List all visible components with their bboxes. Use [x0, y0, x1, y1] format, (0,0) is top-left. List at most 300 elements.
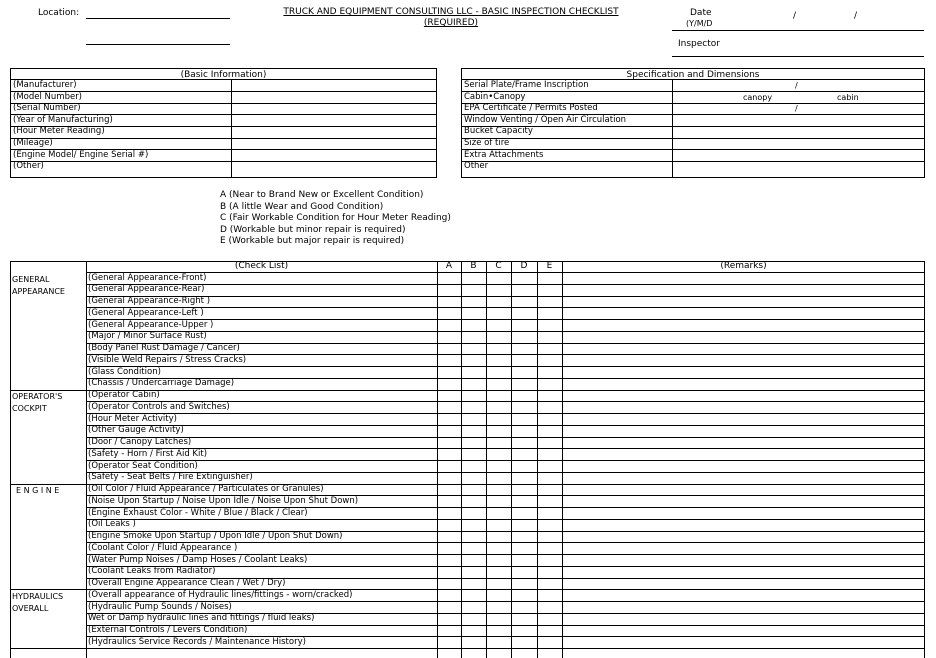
grade-cell-d[interactable] [512, 273, 537, 285]
grade-cell-d[interactable] [512, 625, 537, 637]
grade-cell-d[interactable] [512, 484, 537, 496]
grade-cell-c[interactable] [487, 414, 511, 426]
section-name-line: HYDRAULICS [12, 591, 64, 601]
grade-cell-d[interactable] [512, 331, 537, 343]
basic-info-value-cell[interactable] [232, 92, 436, 104]
grade-cell-e[interactable] [538, 355, 562, 367]
grade-cell-e[interactable] [538, 378, 562, 390]
checklist-row [86, 367, 925, 379]
grade-cell-a[interactable] [438, 390, 461, 402]
grade-cell-d[interactable] [512, 390, 537, 402]
remarks-cell[interactable] [563, 590, 924, 602]
grade-cell-d[interactable] [512, 496, 537, 508]
grade-cell-c[interactable] [487, 437, 511, 449]
grade-cell-b[interactable] [462, 367, 486, 379]
spec-value-cell[interactable] [673, 80, 924, 92]
grade-cell-c[interactable] [487, 472, 511, 484]
grade-cell-b[interactable] [462, 355, 486, 367]
grade-cell-c[interactable] [487, 367, 511, 379]
grade-cell-c[interactable] [487, 613, 511, 625]
checklist-row [86, 625, 925, 637]
checklist-item-label: (Other Gauge Activity) [88, 425, 184, 436]
grade-cell-e[interactable] [538, 414, 562, 426]
remarks-cell[interactable] [563, 425, 924, 437]
checklist-item-label: (External Controls / Levers Condition) [88, 625, 248, 635]
grade-cell-d[interactable] [512, 355, 537, 367]
grade-cell-d[interactable] [512, 519, 537, 531]
remarks-cell[interactable] [563, 625, 924, 637]
checklist-item-label: (Glass Condition) [88, 366, 161, 377]
grade-cell-a[interactable] [438, 355, 461, 367]
grade-cell-a[interactable] [438, 437, 461, 449]
grade-cell-a[interactable] [438, 637, 461, 649]
grade-cell-e[interactable] [538, 472, 562, 484]
checklist-row [86, 320, 925, 332]
remarks-cell[interactable] [563, 355, 924, 367]
grade-cell-b[interactable] [462, 508, 486, 520]
checklist-item-label: (Overall appearance of Hydraulic lines/fittings - worn/cracked) [88, 589, 353, 600]
grade-cell-c[interactable] [487, 355, 511, 367]
grade-item: D (Workable but minor repair is required) [220, 224, 406, 235]
remarks-cell[interactable] [563, 331, 924, 343]
grade-cell-b[interactable] [462, 320, 486, 332]
grade-cell-d[interactable] [512, 378, 537, 390]
basic-information-table [10, 68, 437, 178]
grade-cell-a[interactable] [438, 402, 461, 414]
grade-cell-d[interactable] [512, 437, 537, 449]
grade-cell-b[interactable] [462, 461, 486, 473]
grade-cell-c[interactable] [487, 331, 511, 343]
checklist-row [86, 461, 925, 473]
basic-info-label: (Manufacturer) [13, 80, 77, 90]
remarks-cell[interactable] [563, 613, 924, 625]
section-name-line: OVERALL [12, 603, 49, 613]
grade-cell-d[interactable] [512, 414, 537, 426]
remarks-cell[interactable] [563, 531, 924, 543]
grade-cell-b[interactable] [462, 543, 486, 555]
spec-value-cell[interactable] [673, 115, 924, 127]
basic-info-label: (Hour Meter Reading) [13, 126, 105, 137]
grade-cell-e[interactable] [538, 461, 562, 473]
grade-cell-b[interactable] [462, 602, 486, 614]
grade-cell-c[interactable] [487, 519, 511, 531]
grade-cell-e[interactable] [538, 590, 562, 602]
grade-cell-d[interactable] [512, 367, 537, 379]
basic-info-value-cell[interactable] [232, 115, 436, 127]
grade-cell-a[interactable] [438, 496, 461, 508]
checklist-item-label: (Coolant Color / Fluid Appearance ) [88, 542, 238, 553]
grade-cell-a[interactable] [438, 590, 461, 602]
remarks-cell[interactable] [563, 320, 924, 332]
grade-cell-c[interactable] [487, 296, 511, 308]
basic-information-title: (Basic Information) [180, 70, 267, 80]
grade-cell-c[interactable] [487, 496, 511, 508]
remarks-cell[interactable] [563, 472, 924, 484]
grade-cell-c[interactable] [487, 543, 511, 555]
grade-cell-c[interactable] [487, 508, 511, 520]
remarks-cell[interactable] [563, 308, 924, 320]
checklist-item-label: (Hydraulics Service Records / Maintenance History) [88, 636, 306, 647]
grade-cell-a[interactable] [438, 613, 461, 625]
checklist-item-label: (Oil Leaks ) [88, 519, 136, 530]
grade-cell-d[interactable] [512, 590, 537, 602]
grade-cell-d[interactable] [512, 461, 537, 473]
remarks-cell[interactable] [563, 578, 924, 590]
grade-cell-d[interactable] [512, 425, 537, 437]
grade-cell-b[interactable] [462, 625, 486, 637]
remarks-cell[interactable] [563, 437, 924, 449]
grade-cell-e[interactable] [538, 578, 562, 590]
section-name-line: COCKPIT [12, 404, 47, 413]
location-field-line-2[interactable] [86, 44, 230, 45]
checklist-row [86, 519, 925, 531]
grade-cell-b[interactable] [462, 449, 486, 461]
grade-cell-b[interactable] [462, 484, 486, 496]
checklist-row [86, 296, 925, 308]
grade-cell-e[interactable] [538, 308, 562, 320]
remarks-cell[interactable] [563, 284, 924, 296]
checklist-item-label: (Major / Minor Surface Rust) [88, 331, 207, 342]
grade-cell-a[interactable] [438, 343, 461, 355]
spec-value-cell[interactable] [673, 161, 924, 173]
section-name-line: OPERATOR'S [12, 392, 63, 401]
checklist-row [86, 284, 925, 296]
checklist-row [86, 472, 925, 484]
grade-cell-a[interactable] [438, 508, 461, 520]
grade-cell-e[interactable] [538, 637, 562, 649]
grade-cell-b[interactable] [462, 296, 486, 308]
grade-cell-a[interactable] [438, 296, 461, 308]
basic-info-label: (Engine Model/ Engine Serial #) [13, 149, 149, 160]
grade-cell-c[interactable] [487, 484, 511, 496]
grade-cell-e[interactable] [538, 367, 562, 379]
basic-info-value-cell[interactable] [232, 126, 436, 138]
basic-info-row [11, 126, 436, 138]
grade-cell-e[interactable] [538, 449, 562, 461]
spec-label: EPA Certificate / Permits Posted [464, 103, 598, 114]
remarks-cell[interactable] [563, 378, 924, 390]
grade-cell-e[interactable] [538, 425, 562, 437]
grade-cell-d[interactable] [512, 555, 537, 567]
grade-cell-b[interactable] [462, 555, 486, 567]
remarks-cell[interactable] [563, 637, 924, 649]
grade-item: E (Workable but major repair is required) [220, 236, 405, 247]
grade-cell-e[interactable] [538, 625, 562, 637]
grade-cell-a[interactable] [438, 378, 461, 390]
checklist-row [86, 531, 925, 543]
spec-value-1: / [795, 81, 798, 90]
section-name-line: E N G I N E [16, 486, 60, 495]
grade-cell-b[interactable] [462, 402, 486, 414]
grade-cell-a[interactable] [438, 461, 461, 473]
checklist-item-label: Wet or Damp hydraulic lines and fittings / fluid leaks) [88, 613, 315, 624]
grade-cell-d[interactable] [512, 284, 537, 296]
grade-cell-b[interactable] [462, 331, 486, 343]
date-field-line[interactable] [672, 30, 924, 31]
checklist-row [86, 273, 925, 285]
checklist-left-border [10, 261, 11, 658]
checklist-row [86, 390, 925, 402]
location-label: Location: [38, 8, 80, 18]
location-field-line-1[interactable] [86, 18, 230, 19]
grade-cell-e[interactable] [538, 273, 562, 285]
remarks-cell[interactable] [563, 414, 924, 426]
grade-cell-b[interactable] [462, 637, 486, 649]
grade-cell-c[interactable] [487, 461, 511, 473]
remarks-cell[interactable] [563, 461, 924, 473]
grade-cell-d[interactable] [512, 296, 537, 308]
grade-cell-c[interactable] [487, 578, 511, 590]
grade-cell-e[interactable] [538, 543, 562, 555]
grade-cell-c[interactable] [487, 273, 511, 285]
grade-cell-c[interactable] [487, 308, 511, 320]
basic-info-value-cell[interactable] [232, 150, 436, 162]
spec-value-cell[interactable] [673, 126, 924, 138]
grade-cell-d[interactable] [512, 613, 537, 625]
checklist-row [86, 308, 925, 320]
basic-info-value-cell[interactable] [232, 161, 436, 173]
grade-cell-d[interactable] [512, 320, 537, 332]
grade-cell-b[interactable] [462, 578, 486, 590]
grade-cell-a[interactable] [438, 519, 461, 531]
grade-cell-d[interactable] [512, 566, 537, 578]
remarks-cell[interactable] [563, 296, 924, 308]
grade-cell-b[interactable] [462, 378, 486, 390]
grade-cell-e[interactable] [538, 602, 562, 614]
basic-info-value-cell[interactable] [232, 138, 436, 150]
grade-cell-c[interactable] [487, 425, 511, 437]
checklist-item-label: (Overall Engine Appearance Clean / Wet / Dry) [88, 578, 286, 588]
grade-cell-a[interactable] [438, 425, 461, 437]
section-name-line: APPEARANCE [12, 286, 65, 296]
checklist-row [86, 437, 925, 449]
grade-cell-a[interactable] [438, 308, 461, 320]
grade-cell-a[interactable] [438, 566, 461, 578]
remarks-cell[interactable] [563, 566, 924, 578]
grade-cell-a[interactable] [438, 578, 461, 590]
grade-column-b: B [470, 261, 477, 271]
grade-cell-a[interactable] [438, 414, 461, 426]
checklist-item-label: (General Appearance-Left ) [88, 307, 204, 318]
checklist-item-label: (General Appearance-Upper ) [88, 319, 214, 330]
grade-cell-a[interactable] [438, 484, 461, 496]
grade-cell-b[interactable] [462, 343, 486, 355]
grade-cell-c[interactable] [487, 555, 511, 567]
grade-cell-a[interactable] [438, 449, 461, 461]
remarks-cell[interactable] [563, 367, 924, 379]
checklist-row [86, 566, 925, 578]
grade-cell-c[interactable] [487, 390, 511, 402]
grade-cell-c[interactable] [487, 320, 511, 332]
remarks-cell[interactable] [563, 449, 924, 461]
checklist-row [86, 343, 925, 355]
grade-cell-b[interactable] [462, 613, 486, 625]
spec-value-cell[interactable] [673, 138, 924, 150]
basic-info-label: (Mileage) [13, 138, 53, 148]
grade-cell-a[interactable] [438, 284, 461, 296]
grade-cell-c[interactable] [487, 378, 511, 390]
checklist-row [86, 555, 925, 567]
grade-cell-e[interactable] [538, 284, 562, 296]
spec-row [462, 161, 924, 173]
grade-cell-d[interactable] [512, 543, 537, 555]
grade-cell-b[interactable] [462, 437, 486, 449]
grade-cell-a[interactable] [438, 555, 461, 567]
grade-cell-b[interactable] [462, 390, 486, 402]
grade-cell-b[interactable] [462, 531, 486, 543]
grade-cell-d[interactable] [512, 508, 537, 520]
checklist-row [86, 508, 925, 520]
grade-cell-b[interactable] [462, 414, 486, 426]
remarks-cell[interactable] [563, 543, 924, 555]
grade-cell-a[interactable] [438, 320, 461, 332]
grade-cell-b[interactable] [462, 425, 486, 437]
grade-cell-e[interactable] [538, 331, 562, 343]
grade-cell-c[interactable] [487, 637, 511, 649]
date-separator-2: / [854, 11, 858, 21]
grade-cell-e[interactable] [538, 519, 562, 531]
spec-value-1: canopy [743, 92, 773, 102]
checklist-item-label: (Engine Smoke Upon Startup / Upon Idle / Upon Shut Down) [88, 531, 343, 541]
grade-cell-e[interactable] [538, 296, 562, 308]
grade-cell-e[interactable] [538, 555, 562, 567]
remarks-cell[interactable] [563, 555, 924, 567]
checklist-item-label: (Coolant Leaks from Radiator) [88, 566, 216, 577]
grade-cell-b[interactable] [462, 472, 486, 484]
checklist-row [86, 402, 925, 414]
grade-cell-d[interactable] [512, 308, 537, 320]
grade-cell-d[interactable] [512, 637, 537, 649]
grade-cell-a[interactable] [438, 625, 461, 637]
document-subtitle: (REQUIRED) [423, 18, 479, 28]
grade-cell-c[interactable] [487, 566, 511, 578]
grade-cell-a[interactable] [438, 331, 461, 343]
spec-row [462, 115, 924, 127]
grade-cell-e[interactable] [538, 613, 562, 625]
basic-info-value-cell[interactable] [232, 103, 436, 115]
date-label: Date [690, 8, 712, 18]
checklist-item-label: (General Appearance-Rear) [88, 284, 205, 295]
basic-info-row [11, 138, 436, 150]
grade-cell-d[interactable] [512, 402, 537, 414]
checklist-row [86, 378, 925, 390]
inspector-label: Inspector [678, 39, 720, 49]
grade-cell-e[interactable] [538, 320, 562, 332]
grade-cell-b[interactable] [462, 590, 486, 602]
basic-info-value-cell[interactable] [232, 80, 436, 92]
spec-value-cell[interactable] [673, 150, 924, 162]
spec-label: Window Venting / Open Air Circulation [464, 114, 627, 125]
remarks-cell[interactable] [563, 484, 924, 496]
inspector-field-line[interactable] [672, 56, 924, 57]
grade-cell-d[interactable] [512, 343, 537, 355]
grade-cell-d[interactable] [512, 602, 537, 614]
grade-cell-b[interactable] [462, 284, 486, 296]
grade-cell-b[interactable] [462, 519, 486, 531]
grade-cell-b[interactable] [462, 566, 486, 578]
basic-info-label: (Year of Manufacturing) [13, 114, 113, 125]
grade-cell-c[interactable] [487, 284, 511, 296]
remarks-header: (Remarks) [720, 261, 767, 271]
checklist-item-label: (Engine Exhaust Color - White / Blue / Black / Clear) [88, 507, 308, 518]
grade-cell-c[interactable] [487, 625, 511, 637]
spec-value-cell[interactable] [673, 103, 924, 115]
grade-cell-d[interactable] [512, 449, 537, 461]
basic-info-label: (Model Number) [13, 91, 83, 102]
remarks-cell[interactable] [563, 602, 924, 614]
checklist-row [86, 496, 925, 508]
checklist-row [86, 543, 925, 555]
checklist-row [86, 637, 925, 649]
grade-cell-d[interactable] [512, 578, 537, 590]
grade-cell-c[interactable] [487, 402, 511, 414]
grade-cell-b[interactable] [462, 308, 486, 320]
remarks-cell[interactable] [563, 343, 924, 355]
remarks-cell[interactable] [563, 519, 924, 531]
grade-cell-a[interactable] [438, 602, 461, 614]
grade-cell-c[interactable] [487, 343, 511, 355]
checklist-row [86, 449, 925, 461]
grade-cell-e[interactable] [538, 484, 562, 496]
grade-cell-d[interactable] [512, 531, 537, 543]
grade-cell-a[interactable] [438, 472, 461, 484]
grade-cell-e[interactable] [538, 508, 562, 520]
grade-column-e: E [546, 261, 553, 271]
specification-title: Specification and Dimensions [626, 70, 760, 80]
grade-cell-e[interactable] [538, 496, 562, 508]
grade-cell-a[interactable] [438, 367, 461, 379]
spec-value-2: cabin [837, 92, 859, 102]
grade-item: B (A little Wear and Good Condition) [220, 201, 384, 212]
spec-row [462, 103, 924, 115]
grade-cell-a[interactable] [438, 273, 461, 285]
grade-cell-e[interactable] [538, 390, 562, 402]
grade-cell-c[interactable] [487, 449, 511, 461]
checklist-item-label: (Hydraulic Pump Sounds / Noises) [88, 601, 232, 612]
grade-cell-b[interactable] [462, 496, 486, 508]
grade-cell-e[interactable] [538, 402, 562, 414]
remarks-cell[interactable] [563, 402, 924, 414]
grade-cell-c[interactable] [487, 590, 511, 602]
spec-row [462, 138, 924, 150]
grade-cell-a[interactable] [438, 543, 461, 555]
checklist-item-label: (Operator Controls and Switches) [88, 401, 230, 412]
grade-cell-e[interactable] [538, 343, 562, 355]
basic-info-row [11, 103, 436, 115]
grade-cell-d[interactable] [512, 472, 537, 484]
grade-cell-c[interactable] [487, 602, 511, 614]
grade-cell-b[interactable] [462, 273, 486, 285]
date-separator-1: / [793, 11, 797, 21]
grade-cell-e[interactable] [538, 566, 562, 578]
spec-row [462, 80, 924, 92]
basic-info-row [11, 80, 436, 92]
spec-value-cell[interactable] [673, 92, 924, 104]
remarks-cell[interactable] [563, 496, 924, 508]
grade-cell-e[interactable] [538, 437, 562, 449]
grade-column-d: D [520, 261, 528, 271]
spec-value-1: / [795, 104, 798, 114]
checklist-item-label: (Hour Meter Activity) [88, 413, 177, 424]
remarks-cell[interactable] [563, 390, 924, 402]
remarks-cell[interactable] [563, 273, 924, 285]
remarks-cell[interactable] [563, 508, 924, 520]
grade-cell-a[interactable] [438, 531, 461, 543]
section-divider [10, 648, 925, 649]
spec-row [462, 126, 924, 138]
grade-cell-e[interactable] [538, 531, 562, 543]
grade-cell-c[interactable] [487, 531, 511, 543]
